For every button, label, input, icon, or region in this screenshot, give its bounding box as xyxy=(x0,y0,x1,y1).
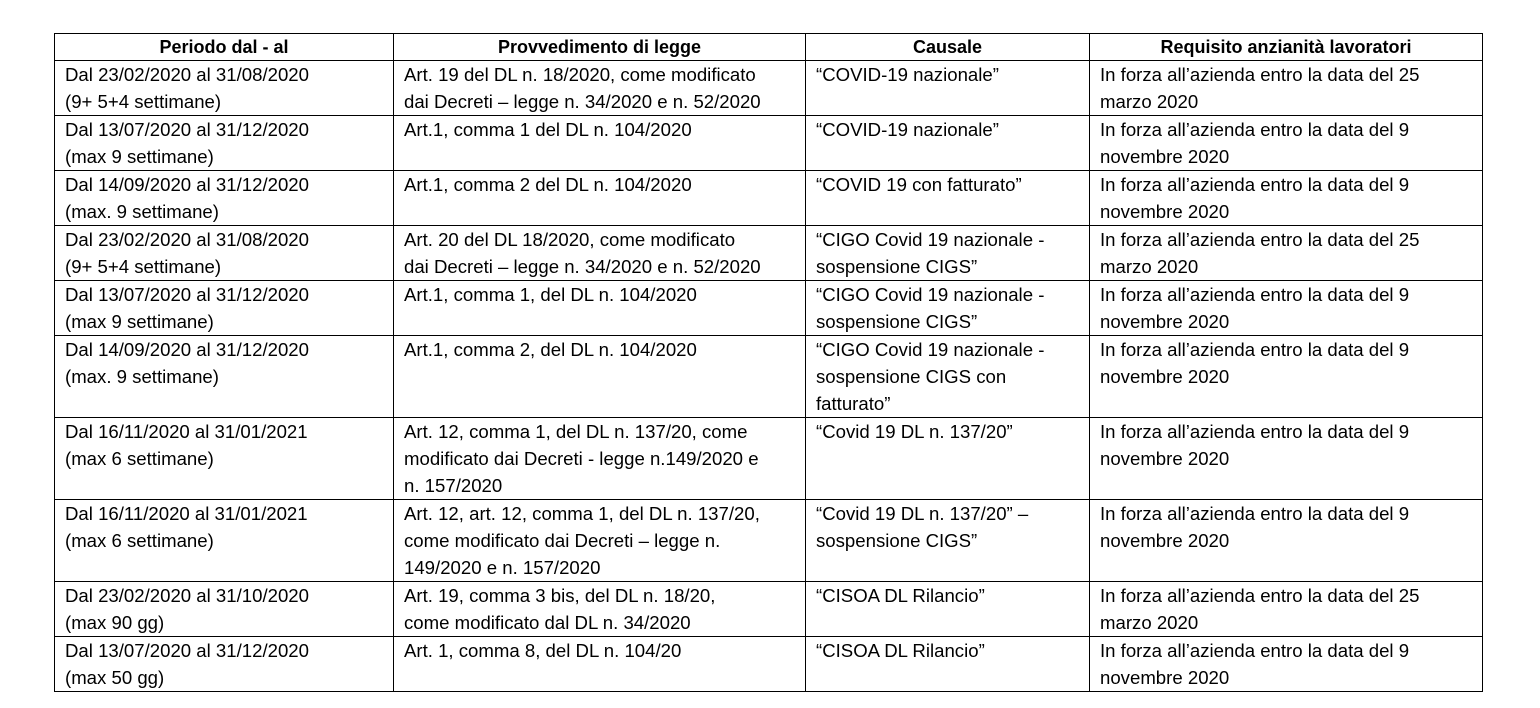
cell-causale xyxy=(806,500,1090,582)
cell-causale xyxy=(806,171,1090,226)
cell-requisito-line: In forza all’azienda entro la data del 25 xyxy=(1100,585,1420,606)
cell-causale xyxy=(806,116,1090,171)
cell-provvedimento xyxy=(394,336,806,418)
cell-provvedimento xyxy=(394,637,806,692)
cell-periodo-line: Dal 23/02/2020 al 31/08/2020 xyxy=(65,64,309,85)
cell-causale-line: “COVID 19 con fatturato” xyxy=(816,174,1022,195)
cell-requisito-line: In forza all’azienda entro la data del 9 xyxy=(1100,421,1410,442)
cell-causale-line: sospensione CIGS” xyxy=(816,311,978,332)
cell-provvedimento-line: Art. 1, comma 8, del DL n. 104/20 xyxy=(404,640,682,661)
cell-periodo-line: (max. 9 settimane) xyxy=(65,366,219,387)
header-periodo: Periodo dal - al xyxy=(55,34,394,61)
cell-causale-line: “CIGO Covid 19 nazionale - xyxy=(816,339,1045,360)
cell-periodo-line: (max 50 gg) xyxy=(65,667,165,688)
cell-requisito-line: In forza all’azienda entro la data del 9 xyxy=(1100,174,1410,195)
cell-causale xyxy=(806,418,1090,500)
cell-causale xyxy=(806,61,1090,116)
cell-requisito xyxy=(1090,226,1483,281)
cell-causale-line: “CISOA DL Rilancio” xyxy=(816,640,985,661)
cell-periodo-line: Dal 16/11/2020 al 31/01/2021 xyxy=(65,421,308,442)
table-row xyxy=(55,61,1483,116)
cell-requisito xyxy=(1090,336,1483,418)
cell-causale-line: sospensione CIGS” xyxy=(816,530,978,551)
cell-requisito-line: In forza all’azienda entro la data del 9 xyxy=(1100,339,1410,360)
cell-requisito-line: In forza all’azienda entro la data del 25 xyxy=(1100,229,1420,250)
cell-periodo xyxy=(55,582,394,637)
cell-requisito-line: In forza all’azienda entro la data del 25 xyxy=(1100,64,1420,85)
cell-causale-line: “CIGO Covid 19 nazionale - xyxy=(816,284,1045,305)
cell-periodo-line: Dal 23/02/2020 al 31/08/2020 xyxy=(65,229,309,250)
cell-provvedimento-line: Art.1, comma 2, del DL n. 104/2020 xyxy=(404,339,697,360)
cell-provvedimento-line: Art.1, comma 2 del DL n. 104/2020 xyxy=(404,174,692,195)
cell-causale-line: sospensione CIGS” xyxy=(816,256,978,277)
cell-causale xyxy=(806,226,1090,281)
cell-periodo-line: Dal 14/09/2020 al 31/12/2020 xyxy=(65,174,309,195)
table-row xyxy=(55,582,1483,637)
cell-causale xyxy=(806,582,1090,637)
cell-provvedimento-line: Art.1, comma 1, del DL n. 104/2020 xyxy=(404,284,697,305)
table-row xyxy=(55,226,1483,281)
cell-periodo-line: (9+ 5+4 settimane) xyxy=(65,256,222,277)
cell-periodo xyxy=(55,637,394,692)
cell-periodo-line: Dal 14/09/2020 al 31/12/2020 xyxy=(65,339,309,360)
cell-causale-line: “Covid 19 DL n. 137/20” – xyxy=(816,503,1029,524)
cell-provvedimento-line: n. 157/2020 xyxy=(404,475,503,496)
cell-requisito-line: novembre 2020 xyxy=(1100,146,1230,167)
cell-requisito xyxy=(1090,281,1483,336)
cell-requisito-line: marzo 2020 xyxy=(1100,256,1199,277)
cell-causale-line: “COVID-19 nazionale” xyxy=(816,64,999,85)
cell-periodo-line: (max 6 settimane) xyxy=(65,448,214,469)
cell-requisito-line: In forza all’azienda entro la data del 9 xyxy=(1100,284,1410,305)
cell-periodo-line: Dal 23/02/2020 al 31/10/2020 xyxy=(65,585,309,606)
cell-periodo xyxy=(55,336,394,418)
cell-provvedimento-line: Art. 19, comma 3 bis, del DL n. 18/20, xyxy=(404,585,716,606)
cell-provvedimento-line: Art. 12, art. 12, comma 1, del DL n. 137/20, xyxy=(404,503,760,524)
cell-periodo-line: (max 9 settimane) xyxy=(65,311,214,332)
cell-provvedimento xyxy=(394,582,806,637)
cell-requisito xyxy=(1090,582,1483,637)
cell-requisito-line: novembre 2020 xyxy=(1100,366,1230,387)
cell-causale-line: fatturato” xyxy=(816,393,891,414)
cell-causale-line: “COVID-19 nazionale” xyxy=(816,119,999,140)
cell-periodo-line: (max 90 gg) xyxy=(65,612,165,633)
cell-provvedimento-line: Art. 19 del DL n. 18/2020, come modificato xyxy=(404,64,756,85)
table-row xyxy=(55,336,1483,418)
cell-provvedimento-line: modificato dai Decreti - legge n.149/2020 e xyxy=(404,448,759,469)
cell-requisito-line: In forza all’azienda entro la data del 9 xyxy=(1100,503,1410,524)
table-body xyxy=(55,61,1483,692)
table-row xyxy=(55,116,1483,171)
cell-periodo-line: (max. 9 settimane) xyxy=(65,201,219,222)
cell-causale-line: sospensione CIGS con xyxy=(816,366,1007,387)
cell-periodo-line: Dal 16/11/2020 al 31/01/2021 xyxy=(65,503,308,524)
cell-provvedimento xyxy=(394,281,806,336)
cell-requisito-line: In forza all’azienda entro la data del 9 xyxy=(1100,640,1410,661)
cell-periodo xyxy=(55,116,394,171)
cell-causale xyxy=(806,336,1090,418)
table-header-row xyxy=(55,34,1483,61)
cell-provvedimento-line: Art.1, comma 1 del DL n. 104/2020 xyxy=(404,119,692,140)
cell-periodo xyxy=(55,418,394,500)
table-row xyxy=(55,637,1483,692)
cell-periodo-line: Dal 13/07/2020 al 31/12/2020 xyxy=(65,640,309,661)
cell-requisito xyxy=(1090,116,1483,171)
cell-requisito xyxy=(1090,171,1483,226)
cell-periodo-line: Dal 13/07/2020 al 31/12/2020 xyxy=(65,119,309,140)
cell-provvedimento-line: come modificato dai Decreti – legge n. xyxy=(404,530,721,551)
cell-causale xyxy=(806,637,1090,692)
cell-provvedimento-line: dai Decreti – legge n. 34/2020 e n. 52/2020 xyxy=(404,91,761,112)
cell-causale xyxy=(806,281,1090,336)
table-row xyxy=(55,171,1483,226)
cell-provvedimento-line: dai Decreti – legge n. 34/2020 e n. 52/2020 xyxy=(404,256,761,277)
cell-causale-line: “Covid 19 DL n. 137/20” xyxy=(816,421,1013,442)
cell-periodo xyxy=(55,171,394,226)
cell-provvedimento xyxy=(394,418,806,500)
cell-requisito-line: novembre 2020 xyxy=(1100,530,1230,551)
cell-requisito xyxy=(1090,418,1483,500)
cell-requisito xyxy=(1090,500,1483,582)
cell-periodo-line: (9+ 5+4 settimane) xyxy=(65,91,222,112)
cell-requisito xyxy=(1090,61,1483,116)
cell-requisito-line: marzo 2020 xyxy=(1100,612,1199,633)
cell-requisito-line: novembre 2020 xyxy=(1100,201,1230,222)
cell-periodo-line: Dal 13/07/2020 al 31/12/2020 xyxy=(65,284,309,305)
cassa-integrazione-table xyxy=(54,33,1483,692)
cell-periodo-line: (max 9 settimane) xyxy=(65,146,214,167)
cell-periodo xyxy=(55,226,394,281)
table-row xyxy=(55,500,1483,582)
cell-requisito-line: novembre 2020 xyxy=(1100,448,1230,469)
cell-periodo xyxy=(55,500,394,582)
cell-provvedimento xyxy=(394,61,806,116)
cell-requisito-line: novembre 2020 xyxy=(1100,667,1230,688)
cell-requisito-line: novembre 2020 xyxy=(1100,311,1230,332)
table-row xyxy=(55,281,1483,336)
cell-requisito-line: marzo 2020 xyxy=(1100,91,1199,112)
cell-periodo xyxy=(55,281,394,336)
cell-provvedimento-line: 149/2020 e n. 157/2020 xyxy=(404,557,601,578)
cell-periodo xyxy=(55,61,394,116)
cell-periodo-line: (max 6 settimane) xyxy=(65,530,214,551)
cell-causale-line: “CIGO Covid 19 nazionale - xyxy=(816,229,1045,250)
cell-provvedimento xyxy=(394,226,806,281)
cell-provvedimento xyxy=(394,116,806,171)
header-causale: Causale xyxy=(806,34,1090,61)
cell-requisito xyxy=(1090,637,1483,692)
cell-requisito-line: In forza all’azienda entro la data del 9 xyxy=(1100,119,1410,140)
cell-provvedimento-line: come modificato dal DL n. 34/2020 xyxy=(404,612,691,633)
cell-provvedimento-line: Art. 12, comma 1, del DL n. 137/20, come xyxy=(404,421,748,442)
header-requisito: Requisito anzianità lavoratori xyxy=(1090,34,1483,61)
header-provvedimento: Provvedimento di legge xyxy=(394,34,806,61)
cell-provvedimento-line: Art. 20 del DL 18/2020, come modificato xyxy=(404,229,736,250)
cell-causale-line: “CISOA DL Rilancio” xyxy=(816,585,985,606)
table-row xyxy=(55,418,1483,500)
cell-provvedimento xyxy=(394,171,806,226)
cell-provvedimento xyxy=(394,500,806,582)
